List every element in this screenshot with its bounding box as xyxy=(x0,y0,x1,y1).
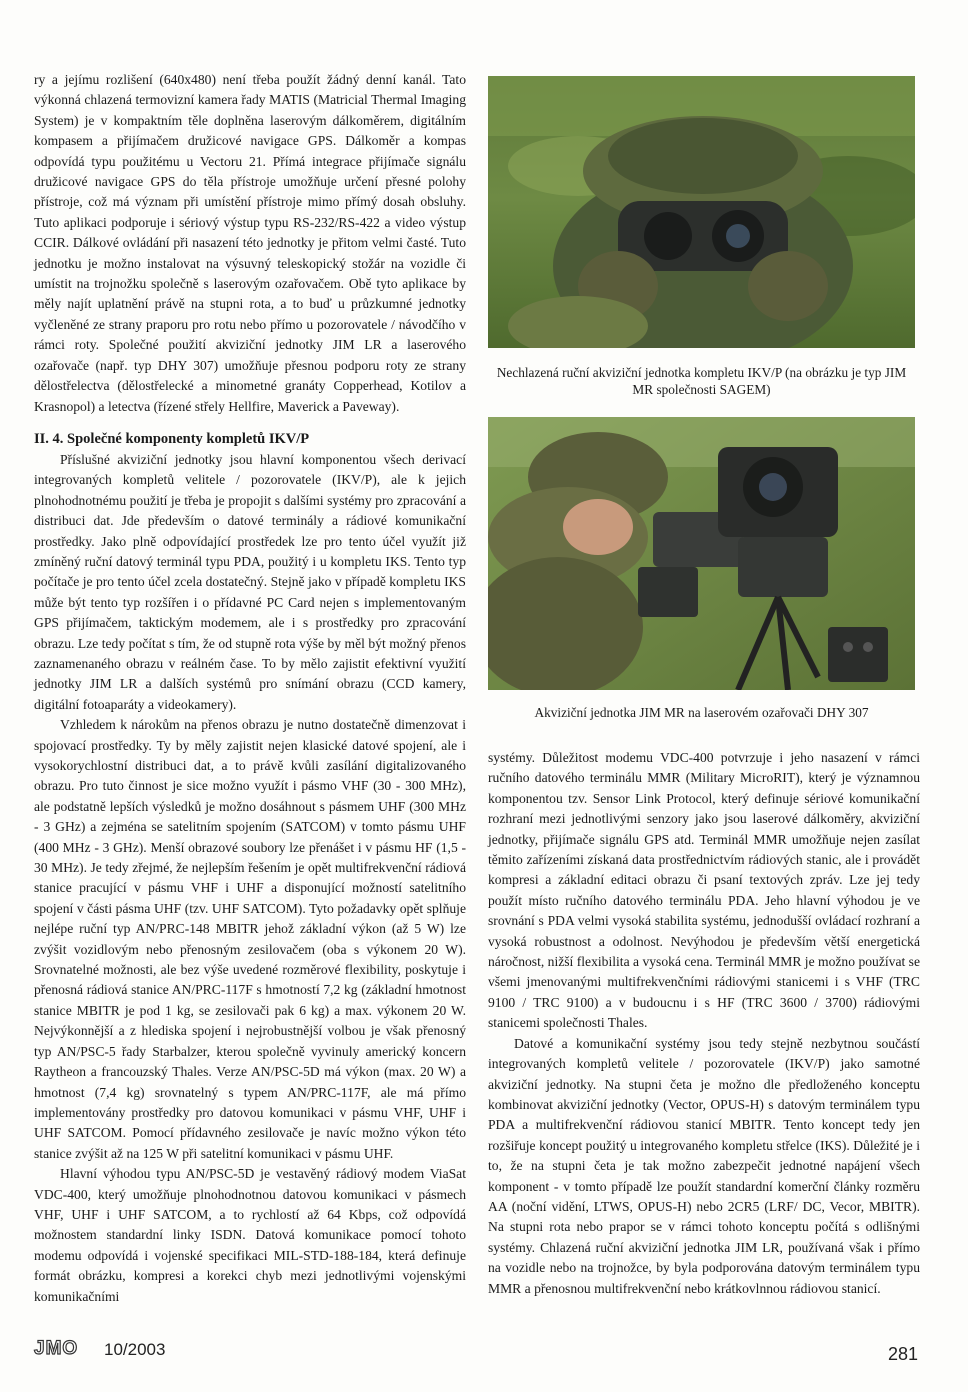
body-paragraph: Datové a komunikační systémy jsou tedy stejně nezbytnou součástí integrovaných kompletů velitele / pozorovatele (IKV/P) jako samotné akviziční jednotky. Na stupni četa je možno dle předloženého konceptu kombinovat akviziční jednotky (Vector, OPUS-H) s datovým terminálem typu PDA a multifrekvenční rádiovou stanicí MBITR. Tento koncept tedy jen rozšiřuje koncept použitý u integrovaného kompletu střelce (IKS). Důležité je i to, že na stupni četa je tak možno zabezpečit jednotné napájení všech komponent - v tomto případě lze použít standardní komerční články rozměru AA (noční vidění, LTWS, OPUS-H) nebo 2CR5 (LRF/ DC, Vecor, MBITR). Na stupni rota nebo prapor se v rámci tohoto konceptu počítá s odlišnými systémy. Chlazená ruční akviziční jednotka JIM LR, používaná však i přímo na vozidle nebo na trojnožce, by byla podporována datovým terminálem typu MMR a přenosnou multifrekvenční nebo krátkovlnnou rádiovou stanicí. xyxy=(488,1035,920,1296)
body-paragraph: Příslušné akviziční jednotky jsou hlavní komponentou všech derivací integrovaných kompletů velitele / pozorovatele (IKV/P), ale k jejich plnohodnotnému použití je třeba je propojit s dalšími systémy pro zpracování a distribuci dat. Jde především o datové terminály a rádiové komunikační prostředky. Jako plně odpovídající prostředek lze pro tento účel využít již zmíněný ruční datový terminál typu PDA, použitý i u kompletu IKS. Tento typ počítače je pro tento účel zcela dostatečný. Stejně jako v případě kompletu IKS může být tento typ rozšířen i o přídavné PC Card nejen s implementovaným GPS přijímačem, taktickým modemem, ale i s prostředky pro zpracování obrazu. Lze tedy počítat s tím, že od stupně rota výše by měl být možný přenos zaznamenaného obrazu v reálném čase. To by mělo zajistit efektivní využití jednotky JIM LR a dalších systémů pro snímání obrazu (CCD kamery, digitální fotoaparáty a videokamery). xyxy=(34,451,466,712)
photo-caption: Akviziční jednotka JIM MR na laserovém ozařovači DHY 307 xyxy=(534,705,869,720)
issue-number: 10/2003 xyxy=(104,1340,166,1359)
body-paragraph: systémy. Důležitost modemu VDC-400 potvrzuje i jeho nasazení v rámci ručního datového terminálu MMR (Military MicroRIT), který je významnou komponentou tzv. Sensor Link Protocol, který definuje sériové komunikační rozhraní mezi jednotlivými senzory jako jsou laserové dálkoměry, akviziční jednotky, přijímače signálu GPS atd. Terminál MMR umožňuje nejen zasílat těmito zařízeními získaná data prostřednictvím rádiových stanic, ale i provádět kompresi a základní editaci obrazu či psaní textových zpráv. Lze jej tedy použít místo ručního datového terminálu PDA. Jeho hlavní výhodou je ve srovnání s PDA velmi vysoká stabilita systému, jednodušší ovládací rozhraní a vysoká robustnost a odolnost. Nevýhodou je především větší energetická náročnost, nižší flexibilita a vysoká cena. Terminál MMR je možno používat se všemi jmenovanými multifrekvenčními rádiovými stanicemi i s VHF (TRC 9100 / TRC 9100) a v budoucnu i s HF (TRC 3600 / 3700) rádiovými stanicemi společnosti Thales. xyxy=(488,750,920,1031)
photo-soldier-with-binocular-device xyxy=(488,76,915,348)
section-heading: II. 4. Společné komponenty kompletů IKV/P xyxy=(34,430,310,447)
photo-caption: Nechlazená ruční akviziční jednotka kompletu IKV/P (na obrázku je typ JIM MR společnosti SAGEM) xyxy=(496,365,907,397)
magazine-logo: JMO xyxy=(34,1338,79,1359)
body-paragraph: Vzhledem k nárokům na přenos obrazu je nutno dostatečně dimenzovat i spojovací prostředky. Ty by měly zajistit nejen klasické datové spojení, ale i vysokorychlostní distribuci dat, a to právě kvůli zasílání digitalizovaného obrazu. Pro tuto činnost je sice možno využít i pásmo VHF (30 - 300 MHz), ale podstatně lepších výsledků je možno dosáhnout s pásmem UHF (300 MHz - 3 GHz) a zejména se satelitním spojením (SATCOM) v tomto pásmu UHF (400 MHz - 3 GHz). Menší obrazové soubory lze přenášet i v pásmu HF (1,5 - 30 MHz). Je tedy zřejmé, že nejlepším řešením je opět multifrekvenční rádiová stanice pracující v pásmu VHF i UHF a disponující možností satelitního spojení v části pásma UHF (tzv. UHF SATCOM). Tyto požadavky opět splňuje nejlépe ruční typ AN/PRC-148 MBITR jehož základní výkon (až 5 W) lze zvýšit vozidlovým nebo přenosným zesilovačem (oba s výkonem 20 W). Srovnatelné možnosti, ale bez výše uvedené rozměrové flexibility, poskytuje i přenosná rádiová stanice AN/PRC-117F s hmotností 7,2 kg (základní hmotnost stanice MBITR je pod 1 kg, se zesilovači pak 6 kg) a max. výkonem 20 W. Nejvýkonnější a z hlediska spojení i nejrobustnější volbou je však přenosný typ AN/PSC-5 řady Starbalzer, kterou společně vyvinuly americký koncern Raytheon a francouzský Thales. Verze AN/PSC-5D má výkon (max. 20 W) a hmotnost (7,4 kg) srovnatelný s typem AN/PRC-117F, ale má přímo implementovány prostředky pro datovou komunikaci v pásmu VHF, UHF i UHF SATCOM. Pomocí přídavného zesilovače je navíc možno výkon této stanice zvýšit až na 125 W při satelitní komunikaci v pásmu UHF. xyxy=(34,717,466,1161)
page-number: 281 xyxy=(887,1344,918,1364)
photo-soldier-with-tripod-designator xyxy=(488,417,915,690)
right-text-column xyxy=(488,748,920,1299)
body-paragraph: Hlavní výhodou typu AN/PSC-5D je vestavěný rádiový modem ViaSat VDC-400, který umožňuje plnohodnotnou datovou komunikaci v pásmech VHF, UHF i UHF SATCOM, a to rychlostí až 64 Kbps, což odpovídá možnostem standardní linky ISDN. Datová komunikace pomocí tohoto modemu odpovídá i vojenské specifikaci MIL-STD-188-184, která definuje formát obrázku, kompresi a korekci chyb mezi jednotlivými vojenskými komunikačními xyxy=(34,1166,466,1304)
left-text-column xyxy=(34,70,466,1307)
body-paragraph: ry a jejímu rozlišení (640x480) není třeba použít žádný denní kanál. Tato výkonná chlazená termovizní kamera řady MATIS (Matricial Thermal Imaging System) je v kompaktním těle doplněna laserovým dálkoměrem, digitálním kompasem a přijímačem družicové navigace GPS. Dálkoměr a kompas odpovídá typu použitému u Vectoru 21. Přímá integrace přijímače signálu družicové navigace GPS do těla přístroje umožňuje určení přesné polohy přístroje, což má význam při umístění přístroje mimo přímý dosah obsluhy. Tuto aplikaci podporuje i sériový výstup typu RS-232/RS-422 a video výstup CCIR. Dálkové ovládání při nasazení této jednotky je přitom velmi časté. Tuto jednotku je možno instalovat na výsuvný teleskopický stožár na vozidle či umístit na trojnožku společně s laserovým ozařovačem. Obě tyto aplikace by měly najít uplatnění právě na stupni rota, a to buď u průzkumné jednotky vyčleněné ze strany praporu pro rotu nebo přímo u pozorovatele / návodčího v rámci roty. Společné použití akviziční jednotky JIM LR a laserového ozařovače (např. typ DHY 307) umožňuje přesnou podporu roty ze strany dělostřelectva (dělostřelecké a minometné granáty Copperhead, Kotilov a Krasnopol) a letectva (řízené střely Hellfire, Maverick a Paveway). xyxy=(34,72,466,414)
